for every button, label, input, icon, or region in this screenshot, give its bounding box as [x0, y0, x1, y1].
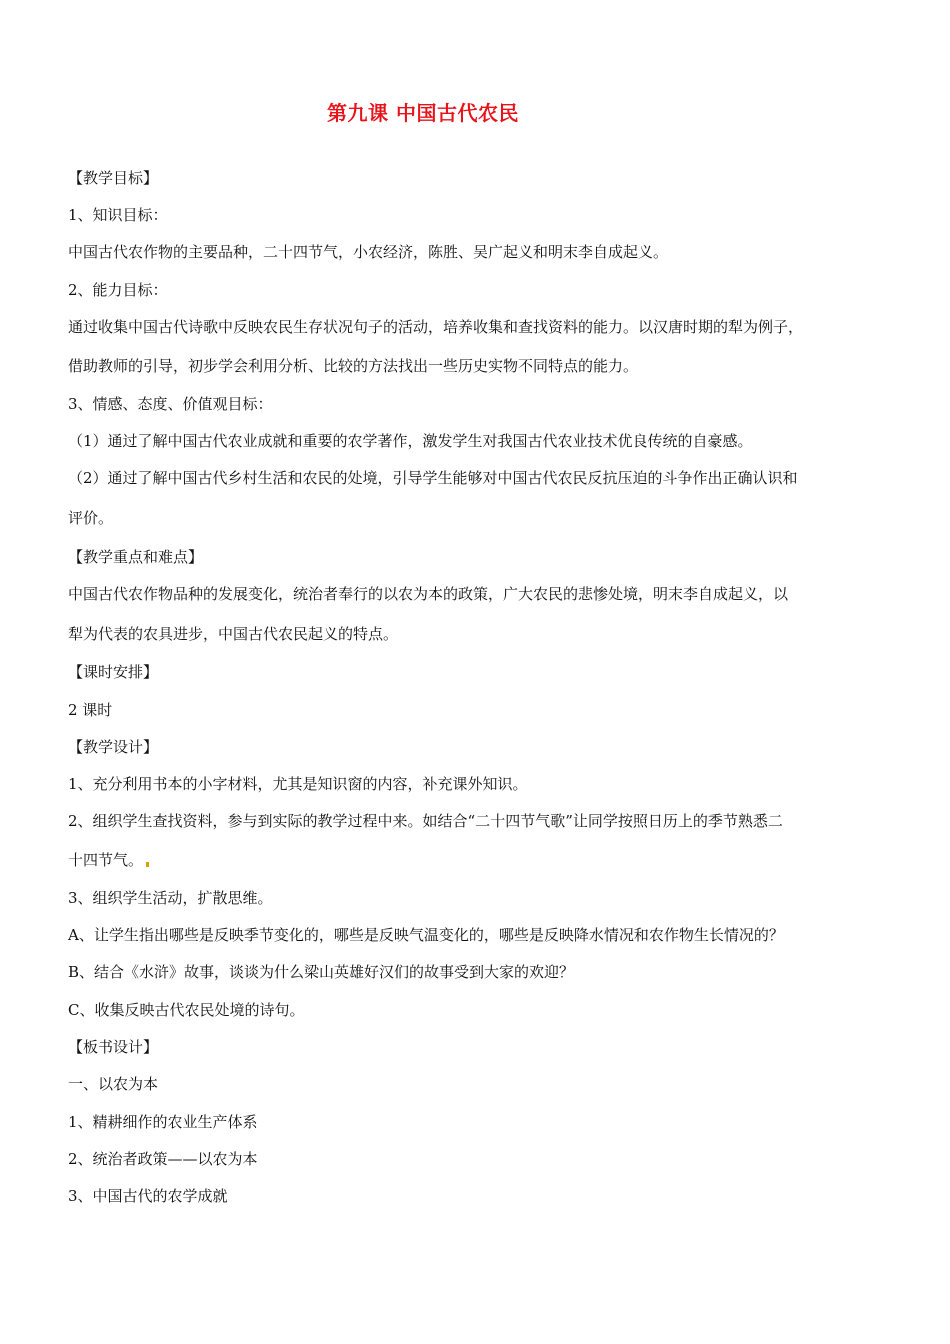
text-line: 犁为代表的农具进步，中国古代农民起义的特点。 [68, 625, 399, 643]
text-line: 3、组织学生活动，扩散思维。 [68, 889, 273, 907]
text-line: 2、能力目标： [68, 281, 168, 299]
dot-mark [146, 862, 149, 867]
text-line: A、让学生指出哪些是反映季节变化的，哪些是反映气温变化的，哪些是反映降水情况和农作物生长情况的？ [68, 926, 784, 944]
text-line: 中国古代农作物品种的发展变化，统治者奉行的以农为本的政策，广大农民的悲惨处境，明末李自成起义，以 [68, 585, 789, 603]
text-span: 十四节气。 [68, 851, 144, 869]
heading-schedule: 【课时安排】 [68, 663, 159, 681]
heading-teaching-design: 【教学设计】 [68, 738, 159, 756]
text-line: 3、情感、态度、价值观目标： [68, 395, 273, 413]
document-title: 第九课 中国古代农民 [327, 101, 519, 125]
heading-teaching-goals: 【教学目标】 [68, 169, 159, 187]
heading-board-design: 【板书设计】 [68, 1038, 159, 1056]
text-line: 1、知识目标： [68, 206, 168, 224]
heading-key-points: 【教学重点和难点】 [68, 548, 204, 566]
text-line: 1、精耕细作的农业生产体系 [68, 1113, 258, 1131]
text-line: 一、以农为本 [68, 1075, 159, 1093]
text-line: C、收集反映古代农民处境的诗句。 [68, 1001, 305, 1019]
text-line: 2、组织学生查找资料，参与到实际的教学过程中来。如结合“二十四节气歌”让同学按照日历上的季节熟悉二 [68, 812, 783, 830]
text-line: 2、统治者政策——以农为本 [68, 1150, 258, 1168]
text-line: 通过收集中国古代诗歌中反映农民生存状况句子的活动，培养收集和查找资料的能力。以汉唐时期的犁为例子， [68, 318, 804, 336]
text-line: （2）通过了解中国古代乡村生活和农民的处境，引导学生能够对中国古代农民反抗压迫的斗争作出正确认识和 [68, 469, 798, 487]
text-line: 3、中国古代的农学成就 [68, 1187, 228, 1205]
text-line: 评价。 [68, 509, 114, 527]
text-line: B、结合《水浒》故事，谈谈为什么梁山英雄好汉们的故事受到大家的欢迎？ [68, 963, 575, 981]
text-line [68, 850, 888, 870]
text-line: 1、充分利用书本的小字材料，尤其是知识窗的内容，补充课外知识。 [68, 775, 528, 793]
text-line: 2 课时 [68, 701, 113, 719]
text-line: 借助教师的引导，初步学会利用分析、比较的方法找出一些历史实物不同特点的能力。 [68, 357, 639, 375]
text-line: （1）通过了解中国古代农业成就和重要的农学著作，激发学生对我国古代农业技术优良传统的自豪感。 [68, 432, 753, 450]
text-line: 中国古代农作物的主要品种，二十四节气，小农经济，陈胜、吴广起义和明末李自成起义。 [68, 243, 669, 261]
